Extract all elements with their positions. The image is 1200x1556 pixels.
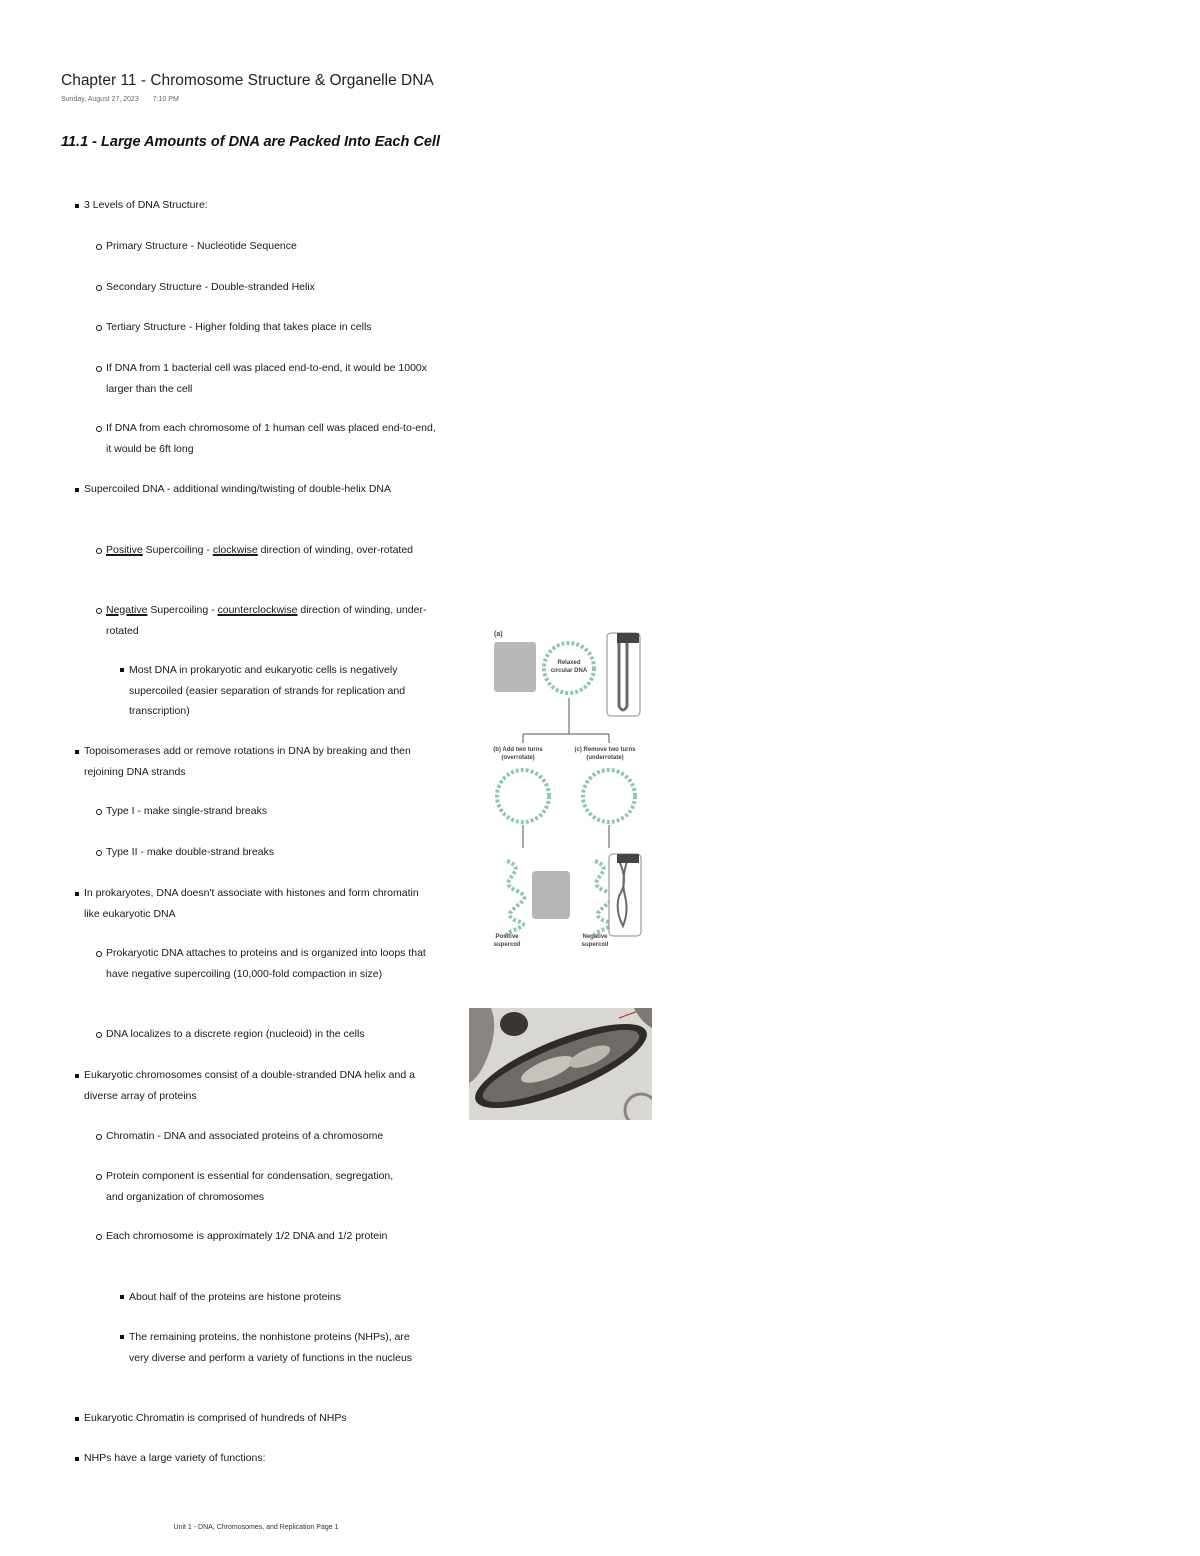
page-footer: Unit 1 - DNA, Chromosomes, and Replication Page 1	[173, 1524, 339, 1531]
list-item: Topoisomerases add or remove rotations in DNA by breaking and then rejoining DNA strands	[84, 745, 411, 778]
micrograph-supercoil	[532, 871, 570, 919]
bacterium-micrograph	[469, 1008, 652, 1120]
figure-label-c: (c) Remove two turns	[574, 747, 636, 753]
model-relaxed	[607, 633, 640, 716]
list-item: Positive Supercoiling - clockwise direction of winding, over-rotated	[106, 544, 413, 556]
figure-label-b: (b) Add two turns	[493, 747, 543, 753]
rope-clamp	[617, 633, 639, 643]
list-item: If DNA from 1 bacterial cell was placed end-to-end, it would be 1000x larger than the cell	[106, 362, 428, 395]
list-item: Each chromosome is approximately 1/2 DNA and 1/2 protein	[106, 1230, 388, 1242]
positive-supercoil-label-2: supercoil	[493, 942, 521, 948]
positive-supercoil-label: Positive	[495, 934, 519, 940]
section-heading: 11.1 - Large Amounts of DNA are Packed Into Each Cell	[61, 134, 440, 150]
list-item: NHPs have a large variety of functions:	[84, 1452, 266, 1464]
micrograph-relaxed	[494, 642, 536, 692]
positive-term: Positive	[106, 544, 143, 556]
figure-label-a: (a)	[494, 631, 503, 638]
relaxed-label: Relaxed	[557, 660, 581, 666]
small-particle	[500, 1012, 528, 1036]
list-item: 3 Levels of DNA Structure:	[84, 199, 208, 211]
page-timestamp	[61, 96, 179, 103]
rope-clamp-2	[617, 854, 639, 863]
list-item: Type II - make double-strand breaks	[106, 846, 275, 858]
list-item: If DNA from each chromosome of 1 human cell was placed end-to-end, it would be 6ft long	[106, 422, 436, 455]
list-item: Eukaryotic Chromatin is comprised of hundreds of NHPs	[84, 1412, 347, 1424]
relaxed-label-2: circular DNA	[550, 668, 588, 674]
overrotated-dna-circle	[497, 770, 549, 822]
list-item: Prokaryotic DNA attaches to proteins and is organized into loops that have negative supercoiling (10,000-fold compaction in size)	[106, 947, 426, 980]
page-title: Chapter 11 - Chromosome Structure & Organelle DNA	[61, 72, 434, 89]
list-item: Protein component is essential for condensation, segregation, and organization of chromosomes	[106, 1170, 394, 1203]
negative-supercoil-label: Negative	[582, 934, 608, 940]
list-item: Secondary Structure - Double-stranded Helix	[106, 281, 315, 293]
figure-label-b-sub: (overrotate)	[501, 755, 535, 761]
list-item: Supercoiled DNA - additional winding/twisting of double-helix DNA	[84, 483, 391, 495]
time: 7:10 PM	[152, 96, 179, 103]
clockwise-term: clockwise	[212, 544, 258, 556]
supercoiling-figure	[487, 626, 647, 951]
counterclockwise-term: counterclockwise	[217, 604, 298, 616]
list-item: Negative Supercoiling - counterclockwise direction of winding, under-rotated	[106, 604, 427, 637]
list-item: Most DNA in prokaryotic and eukaryotic cells is negatively supercoiled (easier separation of strands for replication and transcription)	[129, 664, 406, 717]
list-item: Tertiary Structure - Higher folding that takes place in cells	[106, 321, 372, 333]
list-item: Type I - make single-strand breaks	[106, 805, 268, 817]
list-item: Eukaryotic chromosomes consist of a double-stranded DNA helix and a diverse array of proteins	[84, 1069, 415, 1102]
list-item: Chromatin - DNA and associated proteins of a chromosome	[106, 1130, 384, 1142]
list-item: In prokaryotes, DNA doesn't associate with histones and form chromatin like eukaryotic DNA	[84, 887, 419, 920]
list-item: About half of the proteins are histone proteins	[129, 1291, 341, 1303]
list-item: Primary Structure - Nucleotide Sequence	[106, 240, 297, 252]
negative-supercoil-label-2: supercoil	[581, 942, 609, 948]
date: Sunday, August 27, 2023	[61, 96, 139, 103]
underrotated-dna-circle	[583, 770, 635, 822]
positive-supercoil	[507, 861, 525, 936]
list-item: The remaining proteins, the nonhistone proteins (NHPs), are very diverse and perform a variety of functions in the nucleus	[129, 1331, 413, 1364]
list-item: DNA localizes to a discrete region (nucleoid) in the cells	[106, 1028, 365, 1040]
negative-term: Negative	[106, 604, 148, 616]
figure-label-c-sub: (underrotate)	[586, 755, 624, 761]
